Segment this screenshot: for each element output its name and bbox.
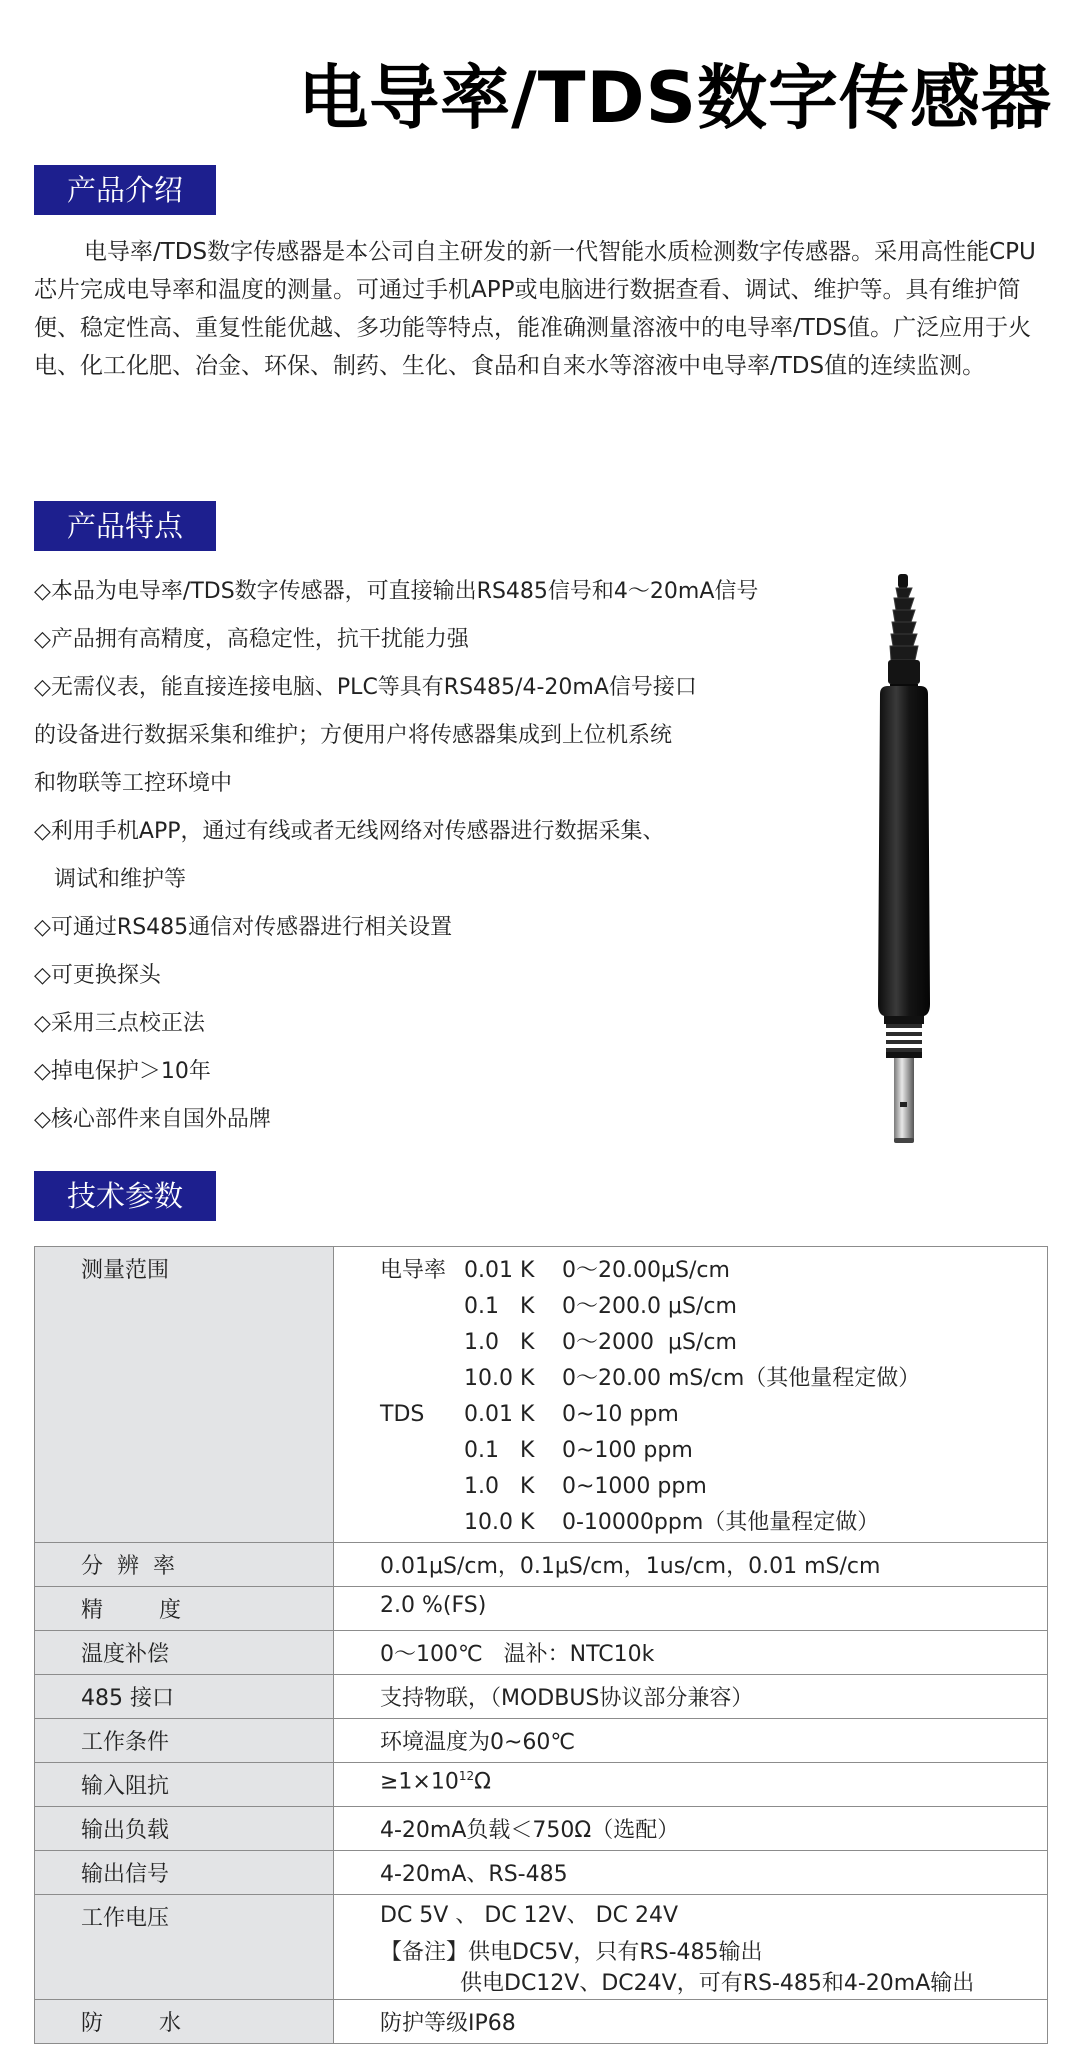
spec-value: 2.0 %(FS) [334,1587,1048,1631]
features-heading: 产品特点 [34,501,216,551]
range-row: 10.0 K 0-10000ppm（其他量程定做） [464,1510,880,1535]
feature-item: ◇可通过RS485通信对传感器进行相关设置 [34,915,453,940]
table-row [35,1763,1048,1807]
range-row: 1.0 K 0～2000 μS/cm [464,1330,737,1355]
feature-item: ◇采用三点校正法 [34,1011,205,1036]
sensor-probe-image [868,574,940,1144]
spec-label: 工作电压 [35,1895,334,2000]
intro-heading: 产品介绍 [34,165,216,215]
feature-item: 和物联等工控环境中 [34,771,233,796]
spec-value: 4-20mA、RS-485 [334,1851,1048,1895]
spec-label: 输出信号 [35,1851,334,1895]
spec-label: 精 度 [35,1587,334,1631]
spec-value: $\ge 1\times 10^{12}\Omega$ [334,1763,1048,1807]
table-row [35,1247,1048,1543]
range-row: TDS 0.01 K 0~10 ppm [380,1402,679,1427]
table-row [35,1675,1048,1719]
range-row: 1.0 K 0~1000 ppm [464,1474,707,1499]
voltage-note: 供电DC12V、DC24V，可有RS-485和4-20mA输出 [460,1971,975,1996]
spec-value: 防护等级IP68 [334,2000,1048,2044]
spec-label: 防 水 [35,2000,334,2044]
table-row [35,1543,1048,1587]
spec-value: 0～100℃ 温补：NTC10k [334,1631,1048,1675]
feature-item: ◇本品为电导率/TDS数字传感器，可直接输出RS485信号和4～20mA信号 [34,579,759,604]
spec-table [34,1246,1048,2044]
spec-label: 温度补偿 [35,1631,334,1675]
feature-item: ◇掉电保护＞10年 [34,1059,211,1084]
feature-item: 的设备进行数据采集和维护；方便用户将传感器集成到上位机系统 [34,723,673,748]
spec-label: 工作条件 [35,1719,334,1763]
spec-value: 支持物联，（MODBUS协议部分兼容） [334,1675,1048,1719]
feature-item: ◇产品拥有高精度，高稳定性，抗干扰能力强 [34,627,469,652]
page-title: 电导率/TDS数字传感器 [298,57,1052,139]
range-row: 电导率 0.01 K 0～20.00μS/cm [380,1258,730,1283]
range-row: 0.1 K 0～200.0 μS/cm [464,1294,737,1319]
table-row [35,1851,1048,1895]
feature-item: ◇可更换探头 [34,963,161,988]
table-row [35,1631,1048,1675]
range-row: 0.1 K 0~100 ppm [464,1438,693,1463]
spec-value: 4-20mA负载＜750Ω（选配） [334,1807,1048,1851]
table-row [35,1587,1048,1631]
spec-label: 分 辨 率 [35,1543,334,1587]
range-row: 10.0 K 0～20.00 mS/cm（其他量程定做） [464,1366,921,1391]
feature-item: ◇利用手机APP，通过有线或者无线网络对传感器进行数据采集、 [34,819,665,844]
intro-paragraph: 电导率/TDS数字传感器是本公司自主研发的新一代智能水质检测数字传感器。采用高性能CPU芯片完成电导率和温度的测量。可通过手机APP或电脑进行数据查看、调试、维护等。具有维护简便、稳定性高、重复性能优越、多功能等特点，能准确测量溶液中的电导率/TDS值。广泛应用于火电、化工化肥、冶金、环保、制药、生化、食品和自来水等溶液中电导率/TDS值的连续监测。 [34,239,1036,379]
voltage-note: 【备注】供电DC5V，只有RS-485输出 [380,1940,763,1965]
spec-label: 输入阻抗 [35,1763,334,1807]
range-values [334,1247,1048,1543]
table-row [35,1807,1048,1851]
features-list [34,568,794,1144]
spec-value: 环境温度为0~60℃ [334,1719,1048,1763]
spec-label: 485 接口 [35,1675,334,1719]
voltage-value: DC 5V 、 DC 12V、 DC 24V [380,1903,678,1928]
feature-item: ◇核心部件来自国外品牌 [34,1107,271,1132]
specs-heading: 技术参数 [34,1171,216,1221]
table-row [35,1895,1048,2000]
feature-item: 调试和维护等 [54,867,187,892]
spec-value: 0.01μS/cm，0.1μS/cm，1us/cm，0.01 mS/cm [334,1543,1048,1587]
table-row [35,2000,1048,2044]
table-row [35,1719,1048,1763]
spec-value [334,1895,1048,2000]
spec-label: 输出负载 [35,1807,334,1851]
spec-label: 测量范围 [35,1247,334,1543]
feature-item: ◇无需仪表，能直接连接电脑、PLC等具有RS485/4-20mA信号接口 [34,675,697,700]
